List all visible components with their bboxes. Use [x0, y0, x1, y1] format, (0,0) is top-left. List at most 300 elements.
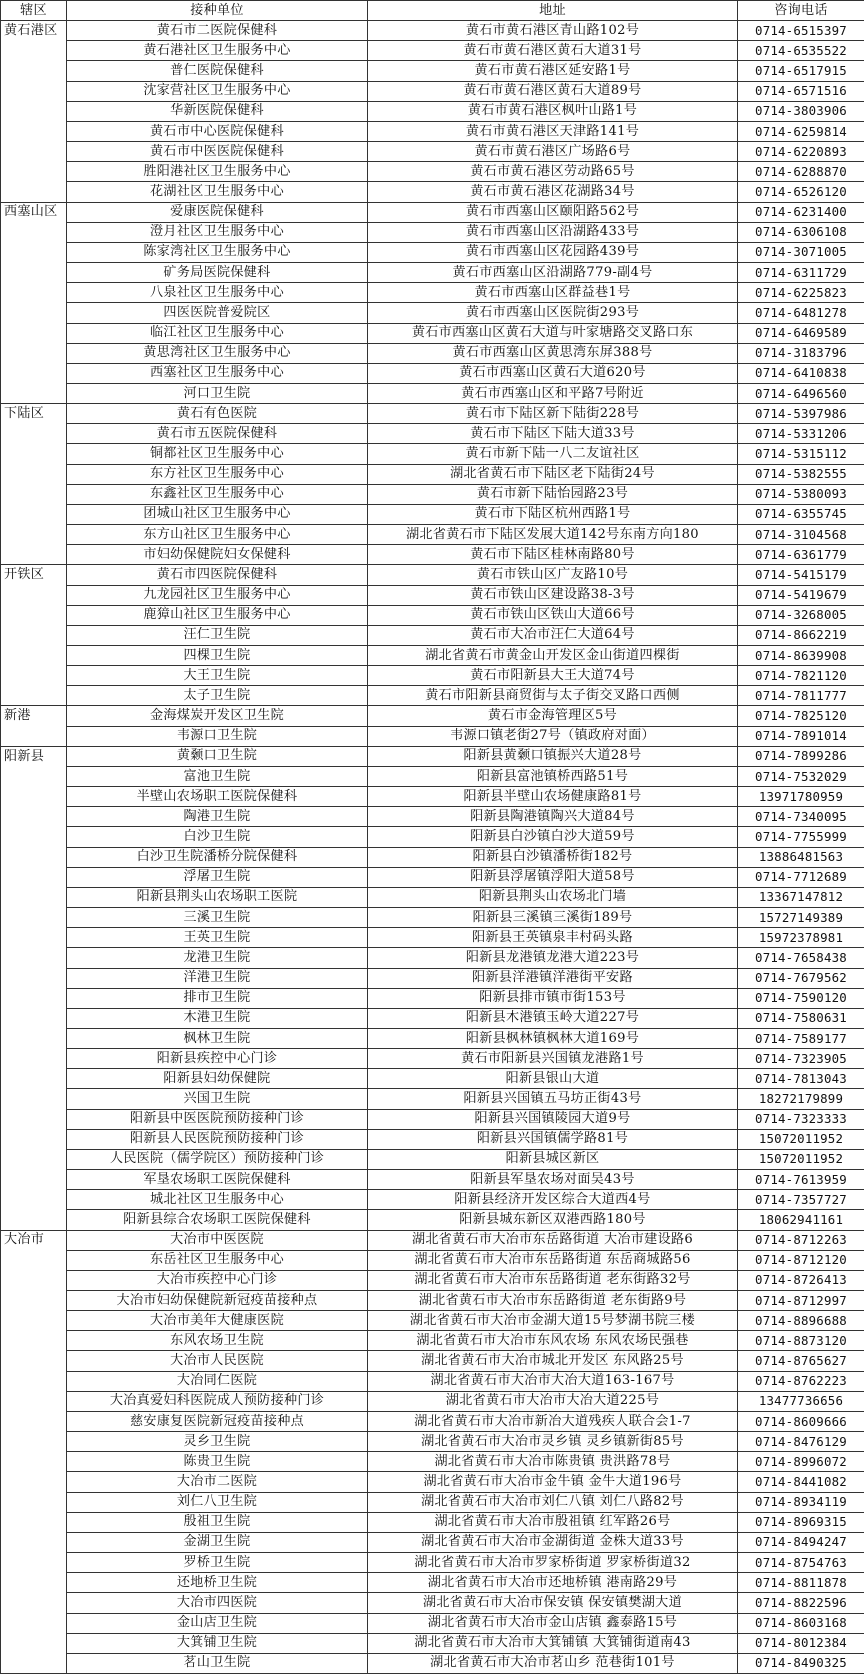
- table-row: [1, 504, 864, 524]
- phone-cell: 0714-7323333: [738, 1109, 864, 1129]
- address-cell: 湖北省黄石市大冶市新冶大道残疾人联合会1-7: [368, 1411, 738, 1431]
- district-cell: [1, 867, 67, 887]
- site-cell: 枫林卫生院: [67, 1028, 368, 1048]
- district-cell: [1, 162, 67, 182]
- table-row: [1, 1613, 864, 1633]
- table-row: [1, 525, 864, 545]
- table-row: [1, 1311, 864, 1331]
- table-row: [1, 1573, 864, 1593]
- phone-cell: 15072011952: [738, 1149, 864, 1169]
- phone-cell: 0714-7323905: [738, 1049, 864, 1069]
- table-row: [1, 585, 864, 605]
- address-cell: 湖北省黄石市大冶市金山店镇 鑫泰路15号: [368, 1613, 738, 1633]
- table-row: [1, 766, 864, 786]
- address-cell: 黄石市黄石港区枫叶山路1号: [368, 101, 738, 121]
- phone-cell: 0714-6517915: [738, 61, 864, 81]
- district-cell: [1, 1190, 67, 1210]
- table-row: [1, 383, 864, 403]
- site-cell: 阳新县综合农场职工医院保健科: [67, 1210, 368, 1230]
- table-row: [1, 1129, 864, 1149]
- table-row: [1, 565, 864, 585]
- district-cell: [1, 948, 67, 968]
- table-row: [1, 41, 864, 61]
- district-cell: [1, 81, 67, 101]
- address-cell: 阳新县枫林镇枫林大道169号: [368, 1028, 738, 1048]
- district-cell: 开铁区: [1, 565, 67, 585]
- address-cell: 湖北省黄石市大冶市金湖大道15号梦湖书院三楼: [368, 1311, 738, 1331]
- site-cell: 华新医院保健科: [67, 101, 368, 121]
- phone-cell: 13971780959: [738, 787, 864, 807]
- phone-cell: 0714-8822596: [738, 1593, 864, 1613]
- phone-cell: 0714-6469589: [738, 323, 864, 343]
- district-cell: [1, 1270, 67, 1290]
- site-cell: 黄颡口卫生院: [67, 746, 368, 766]
- phone-cell: 0714-8712263: [738, 1230, 864, 1250]
- district-cell: [1, 343, 67, 363]
- table-row: [1, 1653, 864, 1673]
- district-cell: 阳新县: [1, 746, 67, 766]
- table-row: [1, 1089, 864, 1109]
- phone-cell: 0714-3268005: [738, 605, 864, 625]
- district-cell: [1, 1653, 67, 1673]
- phone-cell: 0714-6481278: [738, 303, 864, 323]
- phone-cell: 0714-5331206: [738, 424, 864, 444]
- site-cell: 龙港卫生院: [67, 948, 368, 968]
- address-cell: 阳新县富池镇桥西路51号: [368, 766, 738, 786]
- district-cell: [1, 1351, 67, 1371]
- table-row: [1, 1593, 864, 1613]
- phone-cell: 0714-6220893: [738, 142, 864, 162]
- phone-cell: 0714-5315112: [738, 444, 864, 464]
- site-cell: 黄石市中医医院保健科: [67, 142, 368, 162]
- address-cell: 湖北省黄石市下陆区老下陆街24号: [368, 464, 738, 484]
- phone-cell: 0714-8754763: [738, 1553, 864, 1573]
- phone-cell: 0714-8762223: [738, 1371, 864, 1391]
- district-cell: [1, 1532, 67, 1552]
- district-cell: [1, 1391, 67, 1411]
- table-row: [1, 202, 864, 222]
- district-cell: [1, 242, 67, 262]
- address-cell: 黄石市黄石港区广场路6号: [368, 142, 738, 162]
- table-row: [1, 787, 864, 807]
- phone-cell: 0714-6515397: [738, 21, 864, 41]
- address-cell: 阳新县洋港镇洋港街平安路: [368, 968, 738, 988]
- district-cell: [1, 263, 67, 283]
- phone-cell: 0714-6288870: [738, 162, 864, 182]
- site-cell: 矿务局医院保健科: [67, 263, 368, 283]
- district-cell: 西塞山区: [1, 202, 67, 222]
- district-cell: 黄石港区: [1, 21, 67, 41]
- district-cell: [1, 1492, 67, 1512]
- address-cell: 湖北省黄石市大冶市东风农场 东风农场民强巷: [368, 1331, 738, 1351]
- table-row: [1, 847, 864, 867]
- phone-cell: 0714-6355745: [738, 504, 864, 524]
- district-cell: [1, 1472, 67, 1492]
- table-row: [1, 1492, 864, 1512]
- district-cell: [1, 41, 67, 61]
- phone-cell: 0714-6496560: [738, 383, 864, 403]
- phone-cell: 0714-6231400: [738, 202, 864, 222]
- site-cell: 阳新县中医医院预防接种门诊: [67, 1109, 368, 1129]
- district-cell: [1, 464, 67, 484]
- address-cell: 湖北省黄石市大冶市大冶大道163-167号: [368, 1371, 738, 1391]
- table-row: [1, 666, 864, 686]
- address-cell: 黄石市阳新县兴国镇龙港路1号: [368, 1049, 738, 1069]
- district-cell: [1, 504, 67, 524]
- address-cell: 阳新县银山大道: [368, 1069, 738, 1089]
- table-row: [1, 404, 864, 424]
- address-cell: 阳新县陶港镇陶兴大道84号: [368, 807, 738, 827]
- phone-cell: 0714-7589177: [738, 1028, 864, 1048]
- district-cell: [1, 1633, 67, 1653]
- site-cell: 黄石市二医院保健科: [67, 21, 368, 41]
- address-cell: 黄石市黄石港区黄石大道89号: [368, 81, 738, 101]
- district-cell: [1, 222, 67, 242]
- address-cell: 阳新县兴国镇五马坊正街43号: [368, 1089, 738, 1109]
- site-cell: 四医医院普爱院区: [67, 303, 368, 323]
- address-cell: 黄石市铁山区铁山大道66号: [368, 605, 738, 625]
- site-cell: 大冶真爱妇科医院成人预防接种门诊: [67, 1391, 368, 1411]
- district-cell: [1, 1049, 67, 1069]
- phone-cell: 0714-6361779: [738, 545, 864, 565]
- address-cell: 黄石市西塞山区花园路439号: [368, 242, 738, 262]
- district-cell: [1, 988, 67, 1008]
- site-cell: 大冶市二医院: [67, 1472, 368, 1492]
- address-cell: 湖北省黄石市大冶市东岳路街道 东岳商城路56: [368, 1250, 738, 1270]
- header-row: [1, 1, 864, 21]
- phone-cell: 0714-7613959: [738, 1170, 864, 1190]
- table-row: [1, 61, 864, 81]
- district-cell: [1, 1371, 67, 1391]
- table-row: [1, 706, 864, 726]
- table-row: [1, 182, 864, 202]
- site-cell: 富池卫生院: [67, 766, 368, 786]
- address-cell: 黄石市西塞山区沿湖路433号: [368, 222, 738, 242]
- phone-cell: 0714-5380093: [738, 484, 864, 504]
- district-cell: [1, 1331, 67, 1351]
- site-cell: 八泉社区卫生服务中心: [67, 283, 368, 303]
- phone-cell: 0714-8873120: [738, 1331, 864, 1351]
- district-cell: [1, 363, 67, 383]
- site-cell: 白沙卫生院: [67, 827, 368, 847]
- address-cell: 湖北省黄石市大冶市城北开发区 东风路25号: [368, 1351, 738, 1371]
- phone-cell: 0714-7891014: [738, 726, 864, 746]
- site-cell: 刘仁八卫生院: [67, 1492, 368, 1512]
- address-cell: 黄石市西塞山区颐阳路562号: [368, 202, 738, 222]
- site-cell: 金海煤炭开发区卫生院: [67, 706, 368, 726]
- table-row: [1, 807, 864, 827]
- table-row: [1, 21, 864, 41]
- district-cell: [1, 142, 67, 162]
- district-cell: [1, 585, 67, 605]
- table-row: [1, 1331, 864, 1351]
- phone-cell: 0714-5415179: [738, 565, 864, 585]
- phone-cell: 0714-8662219: [738, 625, 864, 645]
- table-row: [1, 1028, 864, 1048]
- address-cell: 湖北省黄石市下陆区发展大道142号东南方向180: [368, 525, 738, 545]
- address-cell: 阳新县荆头山农场北门墙: [368, 887, 738, 907]
- district-cell: [1, 1311, 67, 1331]
- district-cell: [1, 625, 67, 645]
- phone-cell: 0714-8012384: [738, 1633, 864, 1653]
- site-cell: 铜都社区卫生服务中心: [67, 444, 368, 464]
- phone-cell: 15972378981: [738, 928, 864, 948]
- phone-cell: 0714-5382555: [738, 464, 864, 484]
- address-cell: 黄石市西塞山区黄石大道与叶家塘路交叉路口东: [368, 323, 738, 343]
- address-cell: 阳新县军垦农场对面吴43号: [368, 1170, 738, 1190]
- table-row: [1, 686, 864, 706]
- district-cell: [1, 121, 67, 141]
- table-row: [1, 1452, 864, 1472]
- district-cell: [1, 787, 67, 807]
- phone-cell: 0714-7357727: [738, 1190, 864, 1210]
- site-cell: 洋港卫生院: [67, 968, 368, 988]
- phone-cell: 0714-7532029: [738, 766, 864, 786]
- site-cell: 鹿獐山社区卫生服务中心: [67, 605, 368, 625]
- site-cell: 东方山社区卫生服务中心: [67, 525, 368, 545]
- phone-cell: 0714-3803906: [738, 101, 864, 121]
- site-cell: 太子卫生院: [67, 686, 368, 706]
- address-cell: 黄石市金海管理区5号: [368, 706, 738, 726]
- site-cell: 慈安康复医院新冠疫苗接种点: [67, 1411, 368, 1431]
- address-cell: 黄石市下陆区新下陆街228号: [368, 404, 738, 424]
- address-cell: 黄石市黄石港区劳动路65号: [368, 162, 738, 182]
- district-cell: [1, 484, 67, 504]
- phone-cell: 0714-8603168: [738, 1613, 864, 1633]
- site-cell: 沈家营社区卫生服务中心: [67, 81, 368, 101]
- phone-cell: 0714-7658438: [738, 948, 864, 968]
- site-cell: 普仁医院保健科: [67, 61, 368, 81]
- table-row: [1, 464, 864, 484]
- district-cell: [1, 1553, 67, 1573]
- site-cell: 大冶市妇幼保健院新冠疫苗接种点: [67, 1291, 368, 1311]
- table-row: [1, 928, 864, 948]
- site-cell: 大冶市四医院: [67, 1593, 368, 1613]
- table-row: [1, 1149, 864, 1169]
- table-row: [1, 948, 864, 968]
- phone-cell: 0714-8811878: [738, 1573, 864, 1593]
- site-cell: 陈贵卫生院: [67, 1452, 368, 1472]
- phone-cell: 0714-5419679: [738, 585, 864, 605]
- table-row: [1, 484, 864, 504]
- address-cell: 阳新县浮屠镇浮阳大道58号: [368, 867, 738, 887]
- district-cell: [1, 182, 67, 202]
- table-row: [1, 867, 864, 887]
- district-cell: [1, 1512, 67, 1532]
- district-cell: [1, 1593, 67, 1613]
- phone-cell: 0714-6410838: [738, 363, 864, 383]
- address-cell: 湖北省黄石市大冶市刘仁八镇 刘仁八路82号: [368, 1492, 738, 1512]
- table-row: [1, 545, 864, 565]
- phone-cell: 0714-7813043: [738, 1069, 864, 1089]
- address-cell: 黄石市下陆区下陆大道33号: [368, 424, 738, 444]
- table-row: [1, 646, 864, 666]
- address-cell: 湖北省黄石市大冶市大箕铺镇 大箕铺街道南43: [368, 1633, 738, 1653]
- address-cell: 黄石市下陆区杭州西路1号: [368, 504, 738, 524]
- phone-cell: 0714-8490325: [738, 1653, 864, 1673]
- phone-cell: 0714-8441082: [738, 1472, 864, 1492]
- site-cell: 城北社区卫生服务中心: [67, 1190, 368, 1210]
- address-cell: 湖北省黄石市大冶市东岳路街道 老东街路9号: [368, 1291, 738, 1311]
- phone-cell: 0714-7899286: [738, 746, 864, 766]
- site-cell: 东方社区卫生服务中心: [67, 464, 368, 484]
- phone-cell: 0714-7755999: [738, 827, 864, 847]
- address-cell: 湖北省黄石市大冶市还地桥镇 港南路29号: [368, 1573, 738, 1593]
- table-row: [1, 222, 864, 242]
- address-cell: 阳新县白沙镇潘桥街182号: [368, 847, 738, 867]
- district-cell: [1, 525, 67, 545]
- table-row: [1, 1008, 864, 1028]
- address-cell: 黄石市铁山区建设路38-3号: [368, 585, 738, 605]
- site-cell: 西塞社区卫生服务中心: [67, 363, 368, 383]
- district-cell: [1, 766, 67, 786]
- phone-cell: 0714-6526120: [738, 182, 864, 202]
- district-cell: [1, 1149, 67, 1169]
- address-cell: 黄石市西塞山区黄思湾东屏388号: [368, 343, 738, 363]
- address-cell: 韦源口镇老街27号（镇政府对面）: [368, 726, 738, 746]
- phone-cell: 0714-7821120: [738, 666, 864, 686]
- table-row: [1, 1270, 864, 1290]
- site-cell: 阳新县人民医院预防接种门诊: [67, 1129, 368, 1149]
- table-row: [1, 827, 864, 847]
- phone-cell: 0714-6571516: [738, 81, 864, 101]
- address-cell: 黄石市西塞山区黄石大道620号: [368, 363, 738, 383]
- site-cell: 罗桥卫生院: [67, 1553, 368, 1573]
- table-row: [1, 1532, 864, 1552]
- table-row: [1, 1250, 864, 1270]
- district-cell: [1, 726, 67, 746]
- phone-cell: 0714-6311729: [738, 263, 864, 283]
- table-row: [1, 444, 864, 464]
- district-cell: [1, 1210, 67, 1230]
- site-cell: 半壁山农场职工医院保健科: [67, 787, 368, 807]
- phone-cell: 0714-8476129: [738, 1432, 864, 1452]
- address-cell: 黄石市下陆区桂林南路80号: [368, 545, 738, 565]
- site-cell: 金湖卫生院: [67, 1532, 368, 1552]
- district-cell: [1, 908, 67, 928]
- header-address: 地址: [368, 1, 738, 21]
- district-cell: [1, 666, 67, 686]
- address-cell: 湖北省黄石市大冶市大冶大道225号: [368, 1391, 738, 1411]
- table-row: [1, 908, 864, 928]
- phone-cell: 0714-8896688: [738, 1311, 864, 1331]
- address-cell: 湖北省黄石市大冶市东岳路街道 老东街路32号: [368, 1270, 738, 1290]
- table-row: [1, 605, 864, 625]
- site-cell: 还地桥卫生院: [67, 1573, 368, 1593]
- address-cell: 阳新县兴国镇儒学路81号: [368, 1129, 738, 1149]
- address-cell: 湖北省黄石市大冶市金湖街道 金株大道33号: [368, 1532, 738, 1552]
- phone-cell: 0714-3183796: [738, 343, 864, 363]
- phone-cell: 13367147812: [738, 887, 864, 907]
- district-cell: [1, 1573, 67, 1593]
- address-cell: 黄石市黄石港区青山路102号: [368, 21, 738, 41]
- table-row: [1, 1190, 864, 1210]
- address-cell: 黄石市大冶市汪仁大道64号: [368, 625, 738, 645]
- phone-cell: 0714-6535522: [738, 41, 864, 61]
- site-cell: 人民医院（儒学院区）预防接种门诊: [67, 1149, 368, 1169]
- phone-cell: 0714-6225823: [738, 283, 864, 303]
- address-cell: 湖北省黄石市大冶市金牛镇 金牛大道196号: [368, 1472, 738, 1492]
- address-cell: 黄石市西塞山区群益巷1号: [368, 283, 738, 303]
- phone-cell: 0714-6259814: [738, 121, 864, 141]
- site-cell: 大王卫生院: [67, 666, 368, 686]
- phone-cell: 0714-8494247: [738, 1532, 864, 1552]
- phone-cell: 0714-7712689: [738, 867, 864, 887]
- table-row: [1, 1069, 864, 1089]
- site-cell: 陶港卫生院: [67, 807, 368, 827]
- district-cell: [1, 1411, 67, 1431]
- address-cell: 湖北省黄石市黄金山开发区金山街道四棵街: [368, 646, 738, 666]
- address-cell: 湖北省黄石市大冶市殷祖镇 红军路26号: [368, 1512, 738, 1532]
- district-cell: [1, 424, 67, 444]
- phone-cell: 0714-8639908: [738, 646, 864, 666]
- district-cell: [1, 61, 67, 81]
- district-cell: [1, 1008, 67, 1028]
- site-cell: 九龙园社区卫生服务中心: [67, 585, 368, 605]
- address-cell: 湖北省黄石市大冶市罗家桥街道 罗家桥街道32: [368, 1553, 738, 1573]
- site-cell: 阳新县妇幼保健院: [67, 1069, 368, 1089]
- site-cell: 排市卫生院: [67, 988, 368, 1008]
- table-row: [1, 263, 864, 283]
- site-cell: 大冶市人民医院: [67, 1351, 368, 1371]
- district-cell: [1, 1069, 67, 1089]
- address-cell: 阳新县半壁山农场健康路81号: [368, 787, 738, 807]
- site-cell: 花湖社区卫生服务中心: [67, 182, 368, 202]
- address-cell: 阳新县龙港镇龙港大道223号: [368, 948, 738, 968]
- phone-cell: 0714-8712997: [738, 1291, 864, 1311]
- site-cell: 临江社区卫生服务中心: [67, 323, 368, 343]
- table-row: [1, 142, 864, 162]
- district-cell: [1, 1432, 67, 1452]
- table-row: [1, 1432, 864, 1452]
- district-cell: [1, 847, 67, 867]
- table-row: [1, 101, 864, 121]
- site-cell: 王英卫生院: [67, 928, 368, 948]
- table-row: [1, 1291, 864, 1311]
- table-row: [1, 283, 864, 303]
- phone-cell: 13886481563: [738, 847, 864, 867]
- district-cell: [1, 1089, 67, 1109]
- table-row: [1, 1411, 864, 1431]
- table-row: [1, 1553, 864, 1573]
- table-row: [1, 1170, 864, 1190]
- site-cell: 阳新县疾控中心门诊: [67, 1049, 368, 1069]
- district-cell: [1, 1613, 67, 1633]
- district-cell: [1, 283, 67, 303]
- address-cell: 阳新县城区新区: [368, 1149, 738, 1169]
- site-cell: 木港卫生院: [67, 1008, 368, 1028]
- district-cell: [1, 646, 67, 666]
- phone-cell: 18272179899: [738, 1089, 864, 1109]
- phone-cell: 0714-8934119: [738, 1492, 864, 1512]
- district-cell: 新港: [1, 706, 67, 726]
- address-cell: 湖北省黄石市大冶市茗山乡 范巷街101号: [368, 1653, 738, 1673]
- site-cell: 殷祖卫生院: [67, 1512, 368, 1532]
- phone-cell: 13477736656: [738, 1391, 864, 1411]
- address-cell: 阳新县兴国镇陵园大道9号: [368, 1109, 738, 1129]
- site-cell: 大箕铺卫生院: [67, 1633, 368, 1653]
- table-row: [1, 1633, 864, 1653]
- district-cell: [1, 545, 67, 565]
- table-row: [1, 1371, 864, 1391]
- table-row: [1, 1512, 864, 1532]
- district-cell: [1, 887, 67, 907]
- district-cell: 下陆区: [1, 404, 67, 424]
- address-cell: 阳新县经济开发区综合大道西4号: [368, 1190, 738, 1210]
- phone-cell: 0714-7590120: [738, 988, 864, 1008]
- header-site: 接种单位: [67, 1, 368, 21]
- table-row: [1, 424, 864, 444]
